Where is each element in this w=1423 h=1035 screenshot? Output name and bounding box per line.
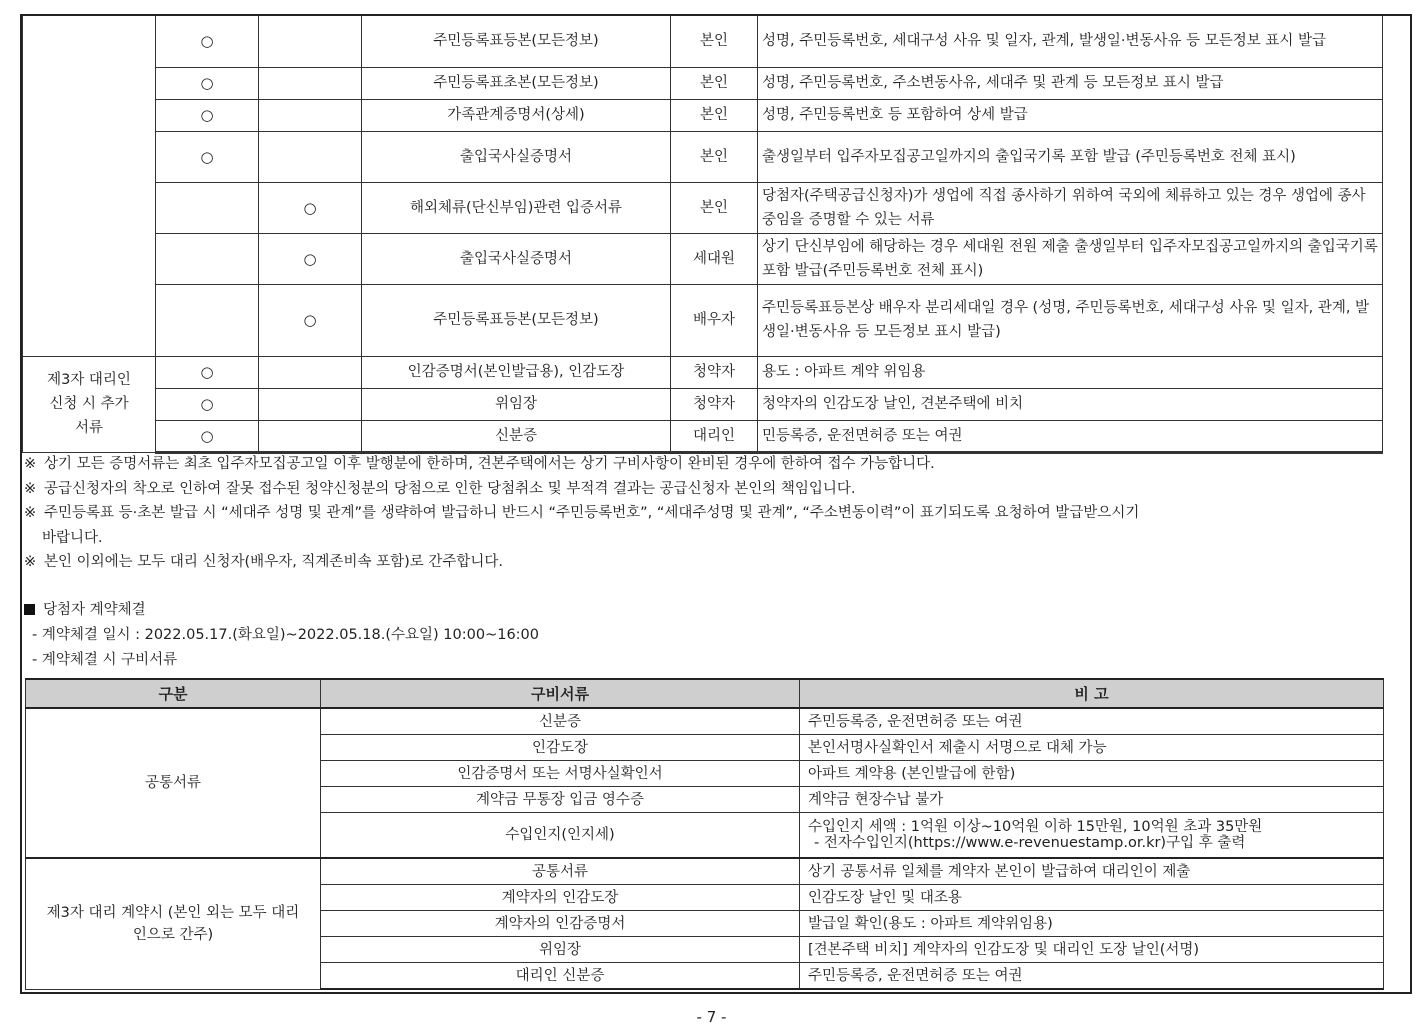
table-row [23,233,1383,284]
contract-docs-line: - 계약체결 시 구비서류 [32,652,178,668]
document-name: 가족관계증명서(상세) [362,99,671,131]
note-text: 주민등록표 등·초본 발급 시 “세대주 성명 및 관계”를 생략하여 발급하니 반드시 “주민등록번호”, “세대주성명 및 관계”, “주소변동이력”이 표기되도록 요청하여 발급받으시기 [44,505,1140,521]
document-note: 상기 단신부임에 해당하는 경우 세대원 전원 제출 출생일부터 입주자모집공고일까지의 출입국기록 포함 발급(주민등록번호 전체 표시) [758,233,1383,284]
table-row [23,16,1383,67]
document-note: 본인서명사실확인서 제출시 서명으로 대체 가능 [800,735,1384,761]
check-mark: ○ [156,356,259,388]
document-note: 성명, 주민등록번호, 주소변동사유, 세대주 및 관계 등 모든정보 표시 발급 [758,67,1383,99]
applicant-type: 청약자 [671,388,758,420]
document-name: 대리인 신분증 [321,963,800,990]
applicant-type: 본인 [671,182,758,233]
check-mark [156,233,259,284]
table-row [23,284,1383,356]
document-name: 주민등록표초본(모든정보) [362,67,671,99]
document-note: 출생일부터 입주자모집공고일까지의 출입국기록 포함 발급 (주민등록번호 전체 표시) [758,131,1383,182]
document-note: 용도 : 아파트 계약 위임용 [758,356,1383,388]
applicant-type: 본인 [671,131,758,182]
document-name: 위임장 [362,388,671,420]
table-row [26,858,1384,885]
applicant-type: 청약자 [671,356,758,388]
contract-section [24,598,539,673]
document-name: 신분증 [321,708,800,735]
check-mark: ○ [259,233,362,284]
document-note: 성명, 주민등록번호 등 포함하여 상세 발급 [758,99,1383,131]
note-text: 본인 이외에는 모두 대리 신청자(배우자, 직계존비속 포함)로 간주합니다. [44,554,503,570]
document-name: 공통서류 [321,858,800,885]
applicant-type: 배우자 [671,284,758,356]
proxy-category-cell: 제3자 대리인 신청 시 추가서류 [23,356,156,452]
document-name: 주민등록표등본(모든정보) [362,16,671,67]
applicant-type: 세대원 [671,233,758,284]
document-name: 해외체류(단신부임)관련 입증서류 [362,182,671,233]
note-item [24,550,1384,575]
applicant-type: 본인 [671,67,758,99]
column-header: 구비서류 [321,679,800,708]
table-row [23,182,1383,233]
check-mark [156,182,259,233]
check-mark: ○ [156,67,259,99]
document-note: 주민등록표등본상 배우자 분리세대일 경우 (성명, 주민등록번호, 세대구성 사유 및 일자, 관계, 발생일·변동사유 등 모든정보 표시 발급) [758,284,1383,356]
reference-mark: ※ [24,554,37,570]
notes-section [24,452,1384,575]
check-mark: ○ [259,284,362,356]
document-note: 주민등록증, 운전면허증 또는 여권 [800,708,1384,735]
table-row [23,356,1383,388]
document-note: 아파트 계약용 (본인발급에 한함) [800,761,1384,787]
document-name: 계약자의 인감도장 [321,885,800,911]
document-note: 성명, 주민등록번호, 세대구성 사유 및 일자, 관계, 발생일·변동사유 등 모든정보 표시 발급 [758,16,1383,67]
note-item [24,477,1384,502]
document-note: 당첨자(주택공급신청자)가 생업에 직접 종사하기 위하여 국외에 체류하고 있는 경우 생업에 종사 중임을 증명할 수 있는 서류 [758,182,1383,233]
page-frame [20,14,1412,994]
check-mark [259,388,362,420]
note-text: 공급신청자의 착오로 인하여 잘못 접수된 청약신청분의 당첨으로 인한 당첨취소 및 부적격 결과는 공급신청자 본인의 책임입니다. [44,480,856,497]
check-mark [259,16,362,67]
applicant-type: 본인 [671,99,758,131]
table-row [23,131,1383,182]
check-mark: ○ [259,182,362,233]
reference-mark: ※ [24,505,37,521]
document-note: 민등록증, 운전면허증 또는 여권 [758,420,1383,452]
stamp-tax-subnote: - 전자수입인지(https://www.e-revenuestamp.or.kr)구입 후 출력 [814,835,1246,851]
document-note: [견본주택 비치] 계약자의 인감도장 및 대리인 도장 날인(서명) [800,937,1384,963]
reference-mark: ※ [24,480,37,497]
check-mark: ○ [156,99,259,131]
check-mark [156,284,259,356]
section-heading-text: 당첨자 계약체결 [43,602,146,618]
table-row [23,99,1383,131]
check-mark [259,99,362,131]
table-row [23,388,1383,420]
column-header: 구분 [26,679,321,708]
document-note [800,813,1384,859]
check-mark [259,356,362,388]
document-name: 출입국사실증명서 [362,233,671,284]
document-name: 위임장 [321,937,800,963]
table-row [23,420,1383,452]
document-name: 주민등록표등본(모든정보) [362,284,671,356]
applicant-type: 대리인 [671,420,758,452]
applicant-type: 본인 [671,16,758,67]
document-note: 상기 공통서류 일체를 계약자 본인이 발급하여 대리인이 제출 [800,858,1384,885]
document-name: 인감증명서(본인발급용), 인감도장 [362,356,671,388]
document-note: 계약금 현장수납 불가 [800,787,1384,813]
group-label: 제3자 대리 계약시 (본인 외는 모두 대리인으로 간주) [26,858,321,989]
document-name: 계약자의 인감증명서 [321,911,800,937]
contract-date-line: - 계약체결 일시 : 2022.05.17.(화요일)~2022.05.18.(수요일) 10:00~16:00 [32,627,540,643]
note-continuation: 바랍니다. [42,529,103,546]
check-mark [259,131,362,182]
required-documents-table [22,16,1383,454]
table-header-row [26,679,1384,708]
document-name: 신분증 [362,420,671,452]
category-cell [23,16,156,356]
document-name: 인감증명서 또는 서명사실확인서 [321,761,800,787]
note-text: 상기 모든 증명서류는 최초 입주자모집공고일 이후 발행분에 한하며, 견본주택에서는 상기 구비사항이 완비된 경우에 한하여 접수 가능합니다. [44,456,935,472]
check-mark [259,67,362,99]
check-mark [259,420,362,452]
document-name: 출입국사실증명서 [362,131,671,182]
check-mark: ○ [156,131,259,182]
column-header: 비 고 [800,679,1384,708]
table-row [26,708,1384,735]
document-note: 청약자의 인감도장 날인, 견본주택에 비치 [758,388,1383,420]
contract-documents-table [25,678,1384,990]
document-note: 발급일 확인(용도 : 아파트 계약위임용) [800,911,1384,937]
section-heading [24,598,539,623]
document-name: 수입인지(인지세) [321,813,800,859]
stamp-tax-note: 수입인지 세액 : 1억원 이상~10억원 이하 15만원, 10억원 초과 35만원 [808,819,1263,835]
note-item [24,501,1384,526]
check-mark: ○ [156,388,259,420]
square-bullet-icon [24,604,35,615]
reference-mark: ※ [24,456,37,472]
note-item [24,452,1384,477]
document-name: 인감도장 [321,735,800,761]
group-label: 공통서류 [26,708,321,858]
table-row [23,67,1383,99]
document-name: 계약금 무통장 입금 영수증 [321,787,800,813]
page-number: - 7 - [696,1008,727,1026]
check-mark: ○ [156,16,259,67]
document-note: 인감도장 날인 및 대조용 [800,885,1384,911]
document-note: 주민등록증, 운전면허증 또는 여권 [800,963,1384,990]
check-mark: ○ [156,420,259,452]
